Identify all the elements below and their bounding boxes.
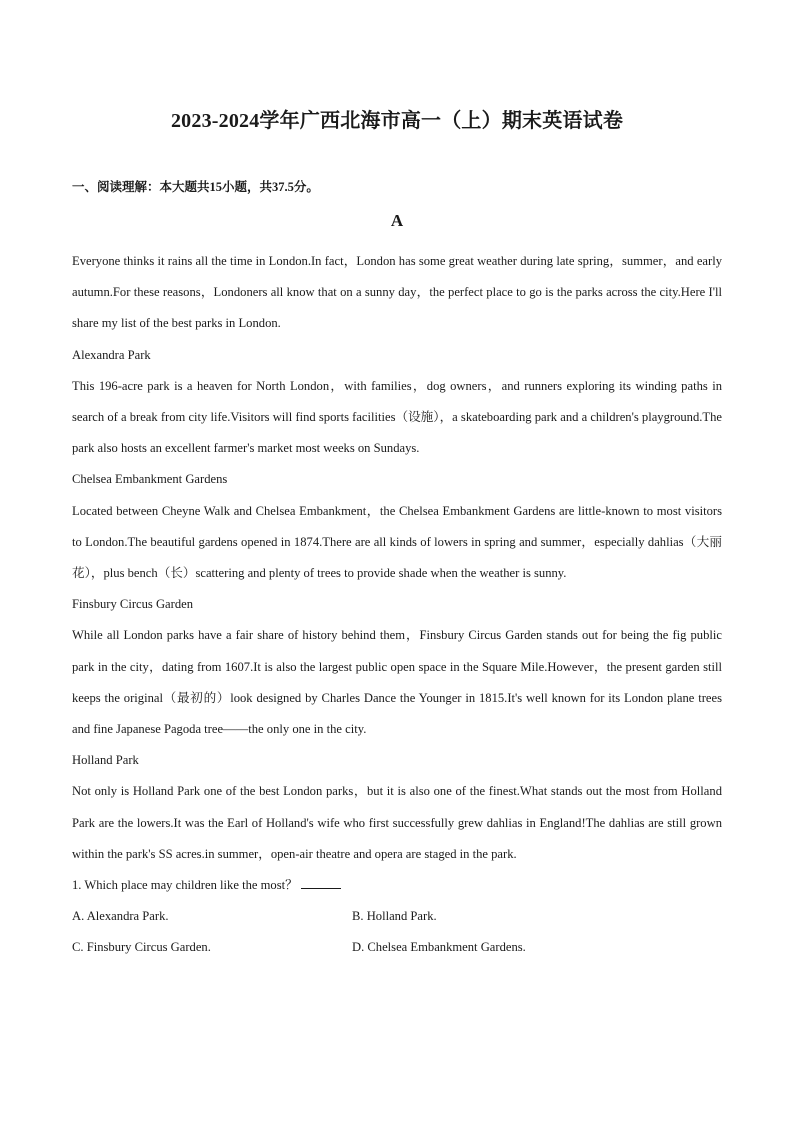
park-heading-holland: Holland Park: [72, 753, 139, 768]
part-letter: A: [390, 211, 404, 230]
park-paragraph-chelsea: Located between Cheyne Walk and Chelsea Embankment，the Chelsea Embankment Gardens are little-known to most visitors to London.The beautiful gardens opened in 1874.There are all kinds of lowers in spring and summer，especially dahlias（大丽花），plus bench（长）scattering and plenty of trees to provide shade when the weather is sunny.: [72, 503, 722, 581]
park-heading-finsbury: Finsbury Circus Garden: [72, 597, 194, 612]
park-heading-chelsea: Chelsea Embankment Gardens: [72, 472, 228, 487]
question-stem: 1. Which place may children like the most？: [72, 878, 298, 893]
park-heading-alexandra: Alexandra Park: [72, 347, 151, 362]
park-paragraph-alexandra: This 196-acre park is a heaven for North London，with families，dog owners，and runners exploring its winding paths in search of a break from city life.Visitors will find sports facilities（设施），a skateboarding park and a children's playground.The park also hosts an excellent farmer's market most weeks on Sundays.: [72, 378, 722, 456]
intro-paragraph: Everyone thinks it rains all the time in London.In fact，London has some great weather during late spring，summer，and early autumn.For these reasons，Londoners all know that on a sunny day，the perfect place to go is the parks across the city.Here I'll share my list of the best parks in London.: [72, 254, 722, 331]
exam-title: 2023-2024学年广西北海市高一（上）期末英语试卷: [170, 110, 624, 132]
option-b: B. Holland Park.: [352, 909, 437, 924]
section-heading: 一、阅读理解：本大题共15小题，共37.5分。: [72, 180, 319, 194]
options-row-2: [72, 932, 722, 963]
option-d: D. Chelsea Embankment Gardens.: [352, 940, 526, 955]
passage: [72, 246, 722, 964]
answer-blank: [301, 876, 341, 889]
park-paragraph-holland: Not only is Holland Park one of the best London parks，but it is also one of the finest.What stands out the most from Holland Park are the lowers.It was the Earl of Holland's wife who first successfully grew dahlias in England!The dahlias are still grown within the park's SS acres.in summer，open-air theatre and opera are staged in the park.: [72, 784, 722, 861]
park-paragraph-finsbury: While all London parks have a fair share of history behind them，Finsbury Circus Garden stands out for being the fig public park in the city，dating from 1607.It is also the largest public open space in the Square Mile.However，the present garden still keeps the original（最初的）look designed by Charles Dance the Younger in 1815.It's well known for its London plane trees and fine Japanese Pagoda tree——the only one in the city.: [72, 628, 722, 737]
question-1: [72, 870, 722, 901]
options-row-1: [72, 901, 722, 932]
option-a: A. Alexandra Park.: [72, 909, 169, 924]
option-c: C. Finsbury Circus Garden.: [72, 940, 211, 955]
